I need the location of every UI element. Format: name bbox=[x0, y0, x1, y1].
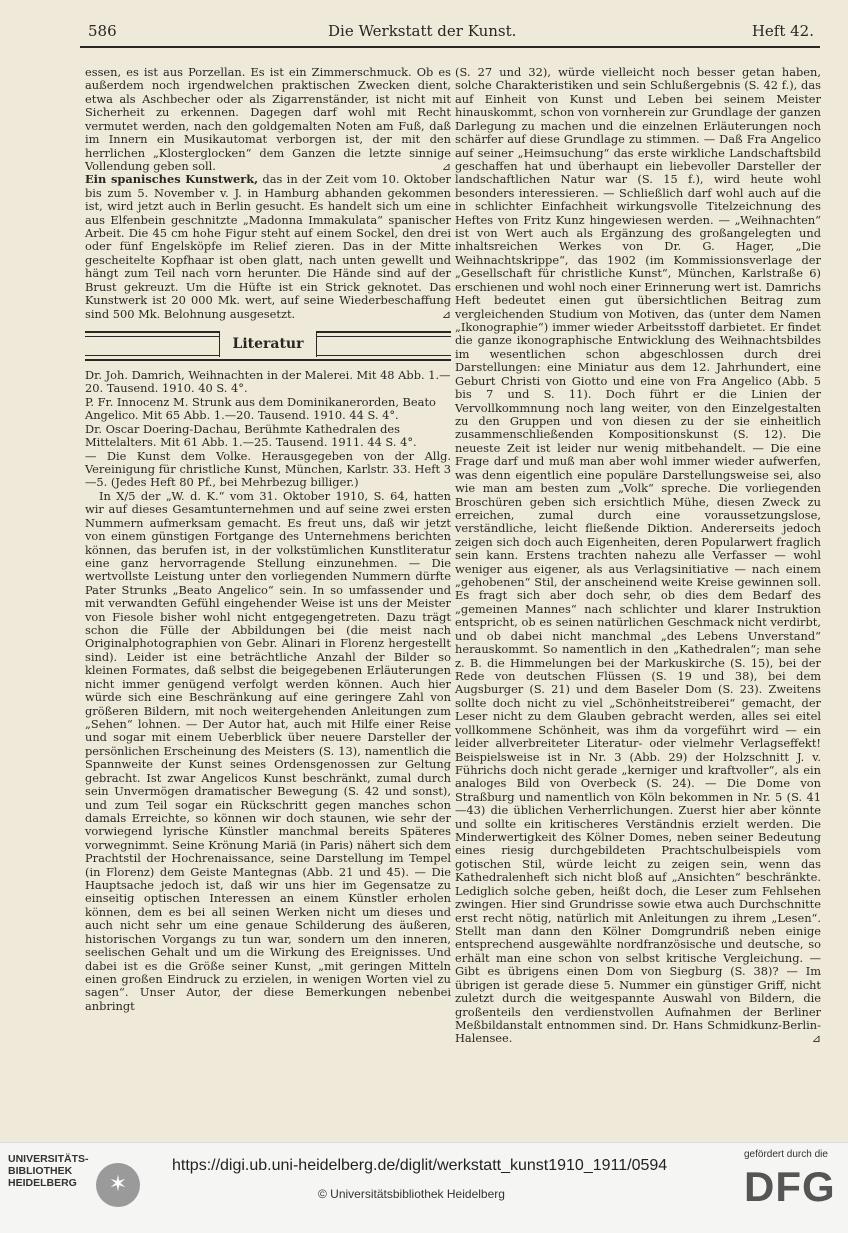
page-number: 586 bbox=[88, 22, 117, 40]
issue-number: Heft 42. bbox=[751, 22, 814, 40]
bibliography-entry: P. Fr. Innocenz M. Strunk aus dem Dominikanerorden, Beato Angelico. Mit 65 Abb. 1.—20. Tausend. 1910. 44 S. 4°. bbox=[85, 394, 436, 423]
end-mark-icon: ⊿ bbox=[441, 307, 451, 321]
paragraph: essen, es ist aus Porzellan. Es ist ein Zimmerschmuck. Ob es außerdem noch irgendwelchen praktischen Zwecken dient, etwa als Aschbecher oder als Zigarrenständer, ist nicht mit Sicherheit zu erkennen. Dagegen darf wohl mit Recht vermutet werden, nach den goldgemalten Noten am Fuß, daß im Innern ein Musikautomat verborgen ist, der mit den herrlichen „Klosterglocken“ dem Ganzen die letzte sinnige Vollendung geben soll. ⊿ bbox=[85, 65, 451, 173]
running-title: Die Werkstatt der Kunst. bbox=[328, 22, 517, 40]
bibliography-entry: — Die Kunst dem Volke. Herausgegeben von der Allg. Vereinigung für christliche Kunst, München, Karlstr. 33. Heft 3—5. (Jedes Heft 80 Pf., bei Mehrbezug billiger.) bbox=[85, 448, 451, 490]
section-heading: Literatur bbox=[219, 331, 317, 357]
end-mark-icon: ⊿ bbox=[811, 1032, 821, 1046]
right-column bbox=[455, 66, 821, 1046]
permalink[interactable]: https://digi.ub.uni-heidelberg.de/diglit/werkstatt_kunst1910_1911/0594 bbox=[172, 1157, 668, 1174]
library-seal-icon: ✶ bbox=[96, 1163, 140, 1207]
review-body: In X/5 der „W. d. K.“ vom 31. Oktober 1910, S. 64, hatten wir auf dieses Gesamtunternehmen und auf seine zwei ersten Nummern aufmerksam gemacht. Es freut uns, daß wir jetzt von einem günstigen Fortgange des Unternehmens berichten können, das berufen ist, in der volkstümlichen Kunstliteratur eine ganz hervorragende Stellung einzunehmen. — Die wertvollste Leistung unter den vorliegenden Nummern dürfte Pater Strunks „Beato Angelico“ sein. In so umfassender und mit verwandten Gefühl eingehender Weise ist uns der Meister von Fiesole bisher wohl nicht entgegengetreten. Dazu trägt schon die Fülle der Abbildungen bei (die meist nach Originalphotographien von Gebr. Alinari in Florenz hergestellt sind). Leider ist eine beträchtliche Anzahl der Bilder so kleinen Formates, daß selbst die beigegebenen Erläuterungen nicht immer genügend verfolgt werden können. Auch hier würde sich eine Beschränkung auf eine geringere Zahl von größeren Bildern, mit noch weitergehenden Anleitungen zum „Sehen“ lohnen. — Der Autor hat, auch mit Hilfe einer Reise und sogar mit einem Ueberblick über neuere Darsteller der persönlichen Erscheinung des Meisters (S. 13), namentlich die Spannweite der Kunst seines Ordensgenossen zur Geltung gebracht. Ist zwar Angelicos Kunst beschränkt, zumal durch sein Unvermögen dramatischer Bewegung (S. 42 und sonst), und zum Teil sogar ein Rückschritt gegen manches schon damals Erreichte, so können wir doch staunen, wie sehr der vorwiegend lyrische Künstler manchmal bereits Späteres vorwegnimmt. Seine Krönung Mariä (in Paris) nähert sich dem Prachtstil der Hochrenaissance, seine Darstellung im Tempel (in Florenz) dem Geiste Mantegnas (Abb. 21 und 45). — Die Hauptsache jedoch ist, daß wir uns hier im Gegensatze zu einseitig optischen Interessen an einem Künstler erholen können, dem es bei all seinen Werken nicht um dieses und auch nicht sehr um eine genaue Schilderung des äußeren, historischen Vorgangs zu tun war, sondern um den inneren, seelischen Gehalt und um die Wirkung des Ereignisses. Und dabei ist es die Größe seiner Kunst, „mit geringen Mitteln einen großen Eindruck zu erzielen, in wenigen Worten viel zu sagen“. Unser Autor, der diese Bemerkungen nebenbei anbringt bbox=[85, 488, 451, 1013]
left-column bbox=[85, 66, 451, 1013]
running-header bbox=[88, 22, 818, 44]
funding-label: gefördert durch die bbox=[744, 1149, 828, 1160]
literatur-section-banner bbox=[85, 331, 451, 361]
end-mark-icon: ⊿ bbox=[441, 159, 451, 173]
library-name[interactable]: UNIVERSITÄTS- BIBLIOTHEK HEIDELBERG bbox=[8, 1153, 89, 1189]
paragraph: Ein spanisches Kunstwerk, das in der Zeit vom 10. Oktober bis zum 5. November v. J. in Hamburg abhanden gekommen ist, wird jetzt auch in Berlin gesucht. Es handelt sich um eine aus Elfenbein geschnitzte „Madonna Immakulata“ spanischer Arbeit. Die 45 cm hohe Figur steht auf einem Sockel, den drei oder fünf Engelsköpfe im Relief zieren. Das in der Mitte gescheitelte Kopfhaar ist oben glatt, nach unten gewellt und hängt zum Teil nach vorn herunter. Die Hände sind auf der Brust gekreuzt. Um die Hüfte ist ein Strick geknotet. Das Kunstwerk ist 20 000 Mk. wert, auf seine Wiederbeschaffung sind 500 Mk. Belohnung ausgesetzt. ⊿ bbox=[85, 172, 451, 321]
review-body: (S. 27 und 32), würde vielleicht noch besser getan haben, solche Charakteristiken und sein Schlußergebnis (S. 42 f.), das auf Einheit von Kunst und Leben bei seinem Meister hinauskommt, schon von vornherein zur Grundlage der ganzen Darlegung zu machen und die einzelnen Erläuterungen noch schärfer auf diese Grundlage zu stimmen. — Daß Fra Angelico auf seiner „Heimsuchung“ das erste wirkliche Landschaftsbild geschaffen hat und überhaupt ein liebevoller Darsteller der landschaftlichen Natur war (S. 15 f.), wird heute wohl besonders interessieren. — Schließlich darf wohl auch auf die in schlichter Einfachheit wirkungsvolle Titelzeichnung des Heftes von Fritz Kunz hingewiesen werden. — „Weihnachten“ ist von Wert auch als Ergänzung des großangelegten und inhaltsreichen Werkes von Dr. G. Hager, „Die Weihnachtskrippe“, das 1902 (im Kommissionsverlage der „Gesellschaft für christliche Kunst“, München, Karlstraße 6) erschienen und wohl noch einer Erinnerung wert ist. Damrichs Heft bedeutet einen gut übersichtlichen Beitrag zum vergleichenden Studium von Motiven, das (unter dem Namen „Ikonographie“) immer wieder Arbeitsstoff darbietet. Er findet die ganze ikonographische Entwicklung des Weihnachtsbildes im wesentlichen schon abgeschlossen durch drei Darstellungen: eine Miniatur aus dem 12. Jahrhundert, eine Geburt Christi von Giotto und eine von Fra Angelico (Abb. 5 bis 7 und S. 11). Doch führt er die Linien der Vervollkommnung noch lang weiter, von den Einzelgestalten zu den Gruppen und von diesen zu der sie einheitlich zusammenschließenden Kompositionskunst (S. 12). Die neueste Zeit ist leider nur wenig mitbehandelt. — Die eine Frage darf und muß man aber wohl immer wieder aufwerfen, was denn eigentlich eine populäre Darstellungsweise sei, also wie man am besten zum „Volk“ spreche. Die vorliegenden Broschüren geben sich ersichtlich Mühe, diesen Zweck zu erreichen, zumal durch eine voraussetzungslose, verständliche, leicht fließende Diktion. Andererseits jedoch zeigen sich doch auch Eigenheiten, deren Popularwert fraglich sein kann. Erstens trachten nahezu alle Verfasser — wohl weniger aus eigener, als aus Verlagsinitiative — nach einem „gehobenen“ Stil, der anscheinend weite Kreise gewinnen soll. Es fragt sich aber doch sehr, ob dies dem Bedarf des „gemeinen Mannes“ nach schlichter und klarer Instruktion entspricht, ob es seinen natürlichen Geschmack nicht verdirbt, und ob dabei nicht manchmal „des Lebens Unverstand“ herauskommt. So namentlich in den „Kathedralen“; man sehe z. B. die Himmelungen bei der Markuskirche (S. 15), bei der Rede von deutschen Flüssen (S. 19 und 38), bei dem Augsburger (S. 21) und dem Baseler Dom (S. 23). Zweitens sollte doch nicht zu viel „Schönheitstreiberei“ gemacht, der Leser nicht zu dem Glauben gebracht werden, alles sei eitel vollkommene Schönheit, was ihm da vorgeführt wird — ein leider allverbreiteter Literatur- oder vielmehr Verlagseffekt! Beispielsweise ist in Nr. 3 (Abb. 29) der Holzschnitt J. v. Führichs doch nicht gerade „kerniger und kraftvoller“, als ein analoges Bild von Overbeck (S. 24). — Die Dome von Straßburg und namentlich von Köln bekommen in Nr. 5 (S. 41—43) die üblichen Verherrlichungen. Zuerst hier aber könnte und sollte ein kritischeres Verständnis erzielt werden. Die Minderwertigkeit des Kölner Domes, neben seiner Bedeutung eines riesig durchgebildeten Prachtschulbeispiels vom gotischen Stil, würde leicht zu zeigen sein, wenn das Kathedralenheft sich nicht bloß auf „Ansichten“ beschränkte. Lediglich solche geben, heißt doch, die Leser zum Fehlsehen zwingen. Hier sind Grundrisse sowie etwa auch Durchschnitte erst recht nötig, natürlich mit Anleitungen zu ihrem „Lesen“. Stellt man dann den Kölner Domgrundriß neben einige entsprechend ausgewählte nordfranzösische und deutsche, so erhält man eine schon von selbst kritische Vergleichung. — Gibt es übrigens einen Dom von Siegburg (S. 38)? — Im übrigen ist gerade diese 5. Nummer ein günstiger Griff, nicht zuletzt durch die weitgespannte Auswahl von Bildern, die großenteils den verdienstvollen Aufnahmen der Berliner Meßbildanstalt entnommen sind. Dr. Hans Schmidkunz-Berlin-Halensee. ⊿ bbox=[455, 65, 821, 1046]
dfg-logo[interactable]: DFG bbox=[744, 1163, 836, 1210]
bibliography-entry: Dr. Oscar Doering-Dachau, Berühmte Kathedralen des Mittelalters. Mit 61 Abb. 1.—25. Tausend. 1911. 44 S. 4°. bbox=[85, 421, 417, 450]
bibliography-entry: Dr. Joh. Damrich, Weihnachten in der Malerei. Mit 48 Abb. 1.—20. Tausend. 1910. 40 S. 4°. bbox=[85, 368, 451, 396]
copyright-notice: © Universitätsbibliothek Heidelberg bbox=[318, 1187, 505, 1201]
viewer-footer bbox=[0, 1142, 848, 1233]
header-rule bbox=[80, 46, 820, 48]
